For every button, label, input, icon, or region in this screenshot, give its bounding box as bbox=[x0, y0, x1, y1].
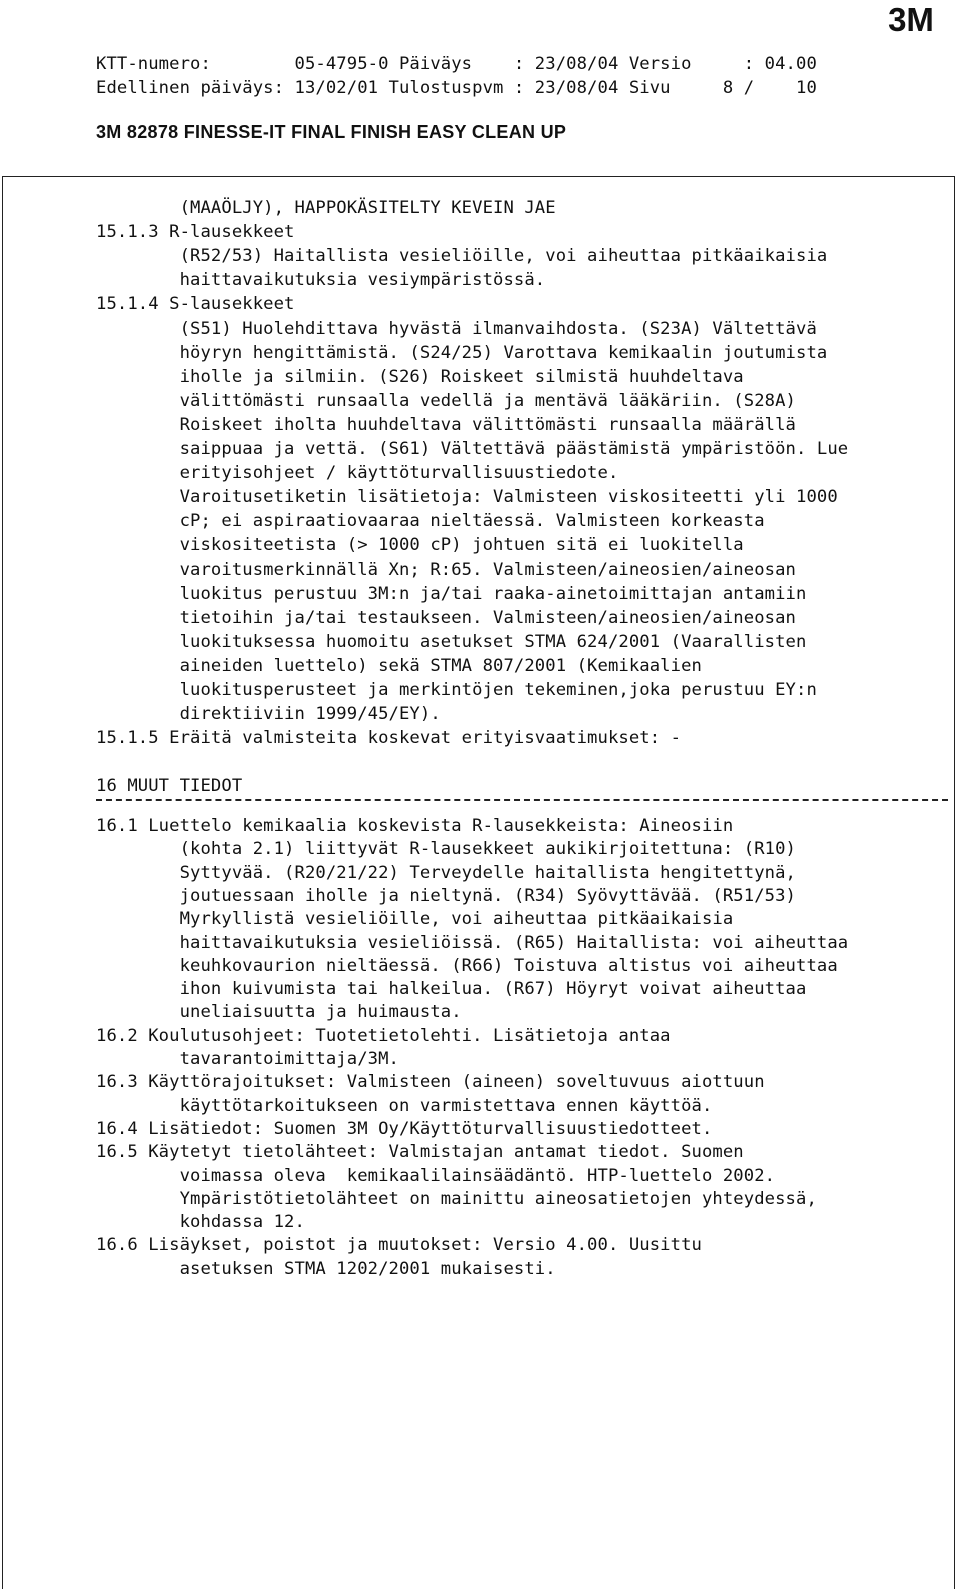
text-line: joutuessaan iholle ja nieltynä. (R34) Syövyttävää. (R51/53) bbox=[96, 885, 796, 906]
text-line: voimassa oleva kemikaalilainsäädäntö. HTP-luettelo 2002. bbox=[96, 1165, 776, 1186]
text-line: viskositeetista (> 1000 cP) johtuen sitä ei luokitella bbox=[96, 535, 744, 556]
section-divider bbox=[96, 799, 948, 801]
text-line: varoitusmerkinnällä Xn; R:65. Valmisteen/aineosien/aineosan bbox=[96, 559, 796, 580]
text-line: (S51) Huolehdittava hyvästä ilmanvaihdosta. (S23A) Vältettävä bbox=[96, 318, 817, 339]
text-line: Ympäristötietolähteet on mainittu aineosatietojen yhteydessä, bbox=[96, 1188, 817, 1209]
text-line: 16.6 Lisäykset, poistot ja muutokset: Versio 4.00. Uusittu bbox=[96, 1235, 702, 1256]
text-line: 16.2 Koulutusohjeet: Tuotetietolehti. Lisätietoja antaa bbox=[96, 1025, 671, 1046]
text-line: 16 MUUT TIEDOT bbox=[96, 776, 243, 797]
text-line: aineiden luettelo) sekä STMA 807/2001 (Kemikaalien bbox=[96, 655, 702, 676]
text-line: uneliaisuutta ja huimausta. bbox=[96, 1002, 462, 1023]
text-line: luokitusperusteet ja merkintöjen tekeminen,joka perustuu EY:n bbox=[96, 680, 817, 700]
text-line: (kohta 2.1) liittyvät R-lausekkeet aukikirjoitettuna: (R10) bbox=[96, 839, 796, 860]
text-line: Syttyvää. (R20/21/22) Terveydelle haitallista hengitettynä, bbox=[96, 862, 796, 883]
text-line: Myrkyllistä vesieliöille, voi aiheuttaa pitkäaikaisia bbox=[96, 909, 734, 930]
text-line: saippuaa ja vettä. (S61) Vältettävä päästämistä ympäristöön. Lue bbox=[96, 439, 849, 459]
text-line: luokituksessa huomoitu asetukset STMA 624/2001 (Vaarallisten bbox=[96, 631, 807, 652]
text-line: (R52/53) Haitallista vesieliöille, voi aiheuttaa pitkäaikaisia bbox=[96, 246, 828, 267]
text-line: 16.5 Käytetyt tietolähteet: Valmistajan antamat tiedot. Suomen bbox=[96, 1142, 744, 1163]
text-line: 15.1.5 Eräitä valmisteita koskevat erityisvaatimukset: - bbox=[96, 728, 682, 749]
header-line-doc-info: KTT-numero: 05-4795-0 Päiväys : 23/08/04 Versio : 04.00 bbox=[96, 54, 817, 74]
text-line: haittavaikutuksia vesieliöissä. (R65) Haitallista: voi aiheuttaa bbox=[96, 932, 849, 953]
text-line: ihon kuivumista tai halkeilua. (R67) Höyryt voivat aiheuttaa bbox=[96, 979, 807, 1000]
text-line: (MAAÖLJY), HAPPOKÄSITELTY KEVEIN JAE bbox=[96, 198, 556, 218]
text-line: tietoihin ja/tai testaukseen. Valmisteen/aineosien/aineosan bbox=[96, 607, 796, 628]
text-line: direktiiviin 1999/45/EY). bbox=[96, 704, 441, 725]
3m-logo bbox=[880, 2, 942, 36]
text-line: käyttötarkoitukseen on varmistettava ennen käyttöä. bbox=[96, 1095, 713, 1116]
text-line: iholle ja silmiin. (S26) Roiskeet silmistä huuhdeltava bbox=[96, 366, 744, 387]
text-line: Roiskeet iholta huuhdeltava välittömästi runsaalla määrällä bbox=[96, 414, 796, 435]
text-line: 16.3 Käyttörajoitukset: Valmisteen (aineen) soveltuvuus aiottuun bbox=[96, 1072, 765, 1093]
text-line: cP; ei aspiraatiovaaraa nieltäessä. Valmisteen korkeasta bbox=[96, 511, 765, 532]
product-title: 3M 82878 FINESSE-IT FINAL FINISH EASY CLEAN UP bbox=[96, 122, 567, 142]
header-line-dates: Edellinen päiväys: 13/02/01 Tulostuspvm : 23/08/04 Sivu 8 / 10 bbox=[96, 78, 817, 98]
text-line: haittavaikutuksia vesiympäristössä. bbox=[96, 270, 546, 291]
text-line: erityisohjeet / käyttöturvallisuustiedote. bbox=[96, 463, 619, 484]
text-line: höyryn hengittämistä. (S24/25) Varottava kemikaalin joutumista bbox=[96, 342, 828, 363]
3m-logo-text: 3M bbox=[888, 2, 934, 36]
text-line: Varoitusetiketin lisätietoja: Valmisteen viskositeetti yli 1000 bbox=[96, 487, 838, 508]
text-line: 15.1.3 R-lausekkeet bbox=[96, 222, 295, 243]
text-line: 15.1.4 S-lausekkeet bbox=[96, 294, 295, 315]
text-line: 16.4 Lisätiedot: Suomen 3M Oy/Käyttöturvallisuustiedotteet. bbox=[96, 1118, 713, 1139]
text-line: kohdassa 12. bbox=[96, 1212, 305, 1233]
text-line: asetuksen STMA 1202/2001 mukaisesti. bbox=[96, 1258, 556, 1279]
text-line: luokitus perustuu 3M:n ja/tai raaka-ainetoimittajan antamiin bbox=[96, 583, 807, 604]
text-line: tavarantoimittaja/3M. bbox=[96, 1049, 399, 1069]
text-line: välittömästi runsaalla vedellä ja mentävä lääkäriin. (S28A) bbox=[96, 390, 796, 411]
text-line: keuhkovaurion nieltäessä. (R66) Toistuva altistus voi aiheuttaa bbox=[96, 955, 838, 976]
text-line: 16.1 Luettelo kemikaalia koskevista R-lausekkeista: Aineosiin bbox=[96, 816, 734, 836]
